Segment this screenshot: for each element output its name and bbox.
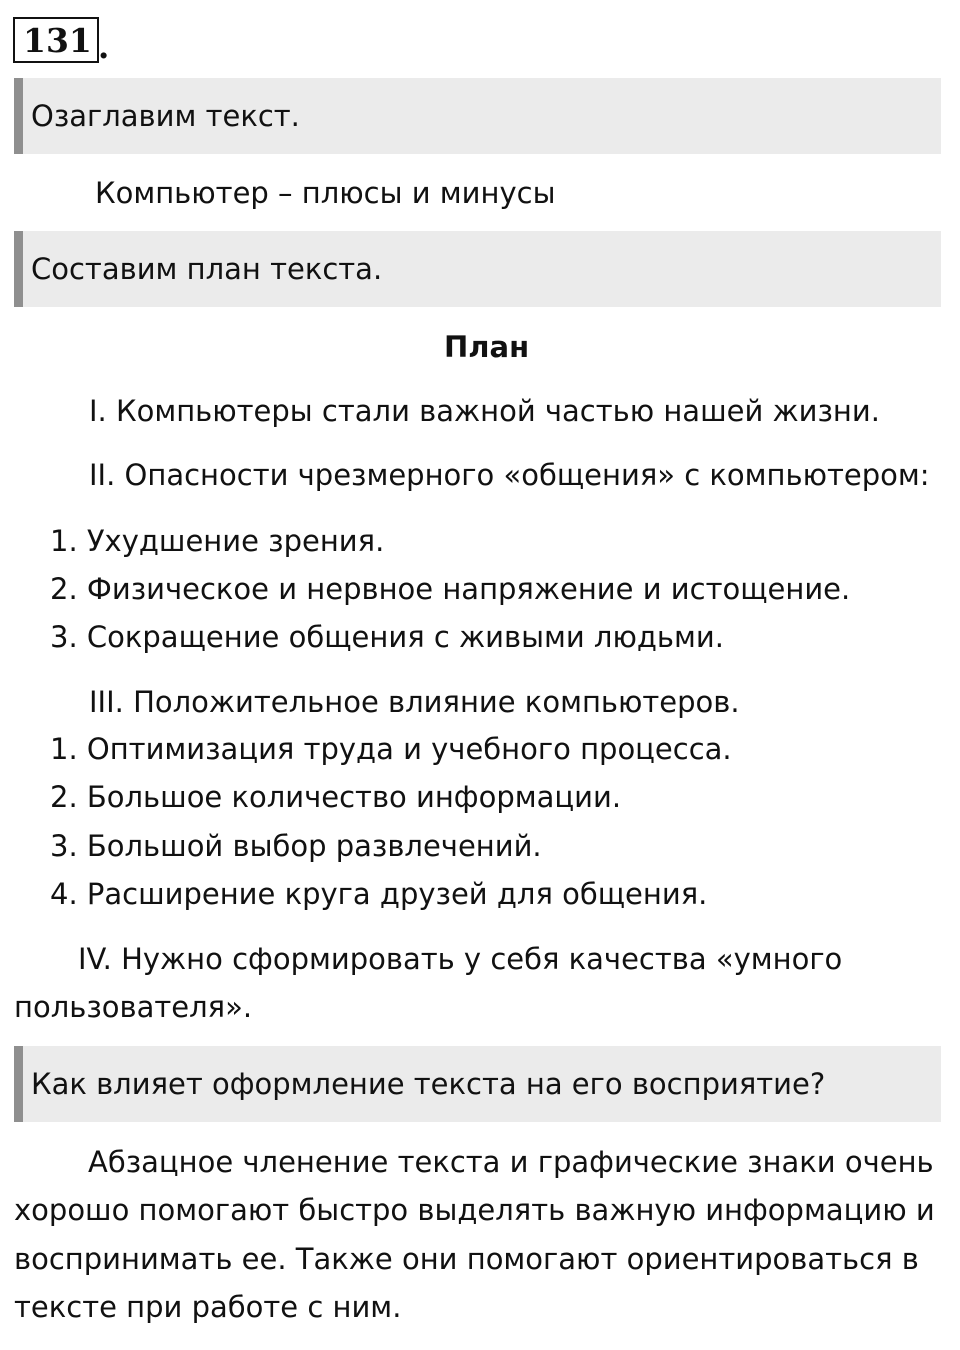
plan-point-2-item: 2. Физическое и нервное напряжение и истощение. <box>50 572 851 606</box>
plan-point-3-item: 1. Оптимизация труда и учебного процесса. <box>50 732 732 766</box>
task-number-box: 131 <box>13 17 99 63</box>
plan-point-4-line-2: пользователя». <box>14 990 253 1024</box>
plan-point-2: II. Опасности чрезмерного «общения» с компьютером: <box>89 458 930 492</box>
prompt-design-band <box>14 1046 941 1122</box>
plan-point-3-item: 3. Большой выбор развлечений. <box>50 829 542 863</box>
plan-point-1: I. Компьютеры стали важной частью нашей жизни. <box>89 394 880 428</box>
prompt-plan-band <box>14 231 941 307</box>
plan-heading: План <box>444 330 530 364</box>
prompt-design-text: Как влияет оформление текста на его восприятие? <box>31 1066 826 1101</box>
plan-point-4-line-1: IV. Нужно сформировать у себя качества «умного <box>78 942 843 976</box>
prompt-title-text: Озаглавим текст. <box>31 98 300 133</box>
plan-point-3: III. Положительное влияние компьютеров. <box>89 685 740 719</box>
prompt-plan-text: Составим план текста. <box>31 251 383 286</box>
title-answer: Компьютер – плюсы и минусы <box>95 176 556 210</box>
plan-point-2-item: 3. Сокращение общения с живыми людьми. <box>50 620 724 654</box>
design-answer-line: хорошо помогают быстро выделять важную информацию и <box>14 1193 935 1227</box>
task-number-dot: . <box>97 27 110 66</box>
design-answer-line: тексте при работе с ним. <box>14 1290 402 1324</box>
plan-point-3-item: 2. Большое количество информации. <box>50 780 622 814</box>
plan-point-2-item: 1. Ухудшение зрения. <box>50 524 385 558</box>
plan-point-3-item: 4. Расширение круга друзей для общения. <box>50 877 708 911</box>
prompt-title-band <box>14 78 941 154</box>
design-answer-line: Абзацное членение текста и графические знаки очень <box>88 1145 934 1179</box>
design-answer-line: воспринимать ее. Также они помогают ориентироваться в <box>14 1242 919 1276</box>
task-number <box>13 19 110 66</box>
